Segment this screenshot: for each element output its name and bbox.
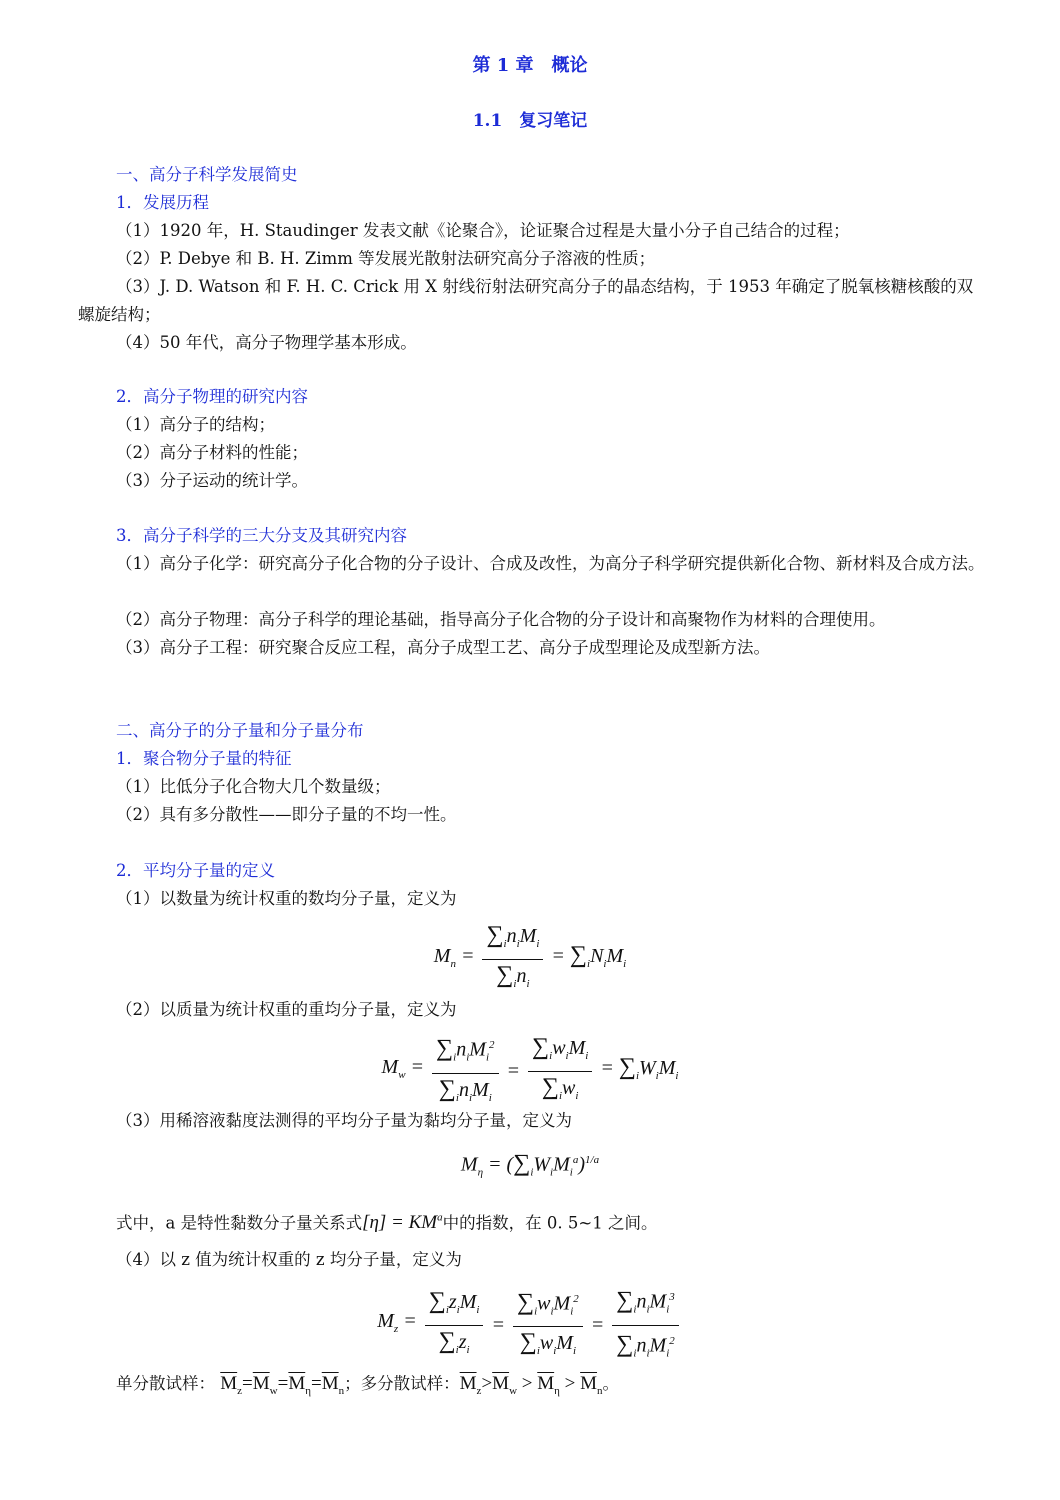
part1-sub2-heading: 2．高分子物理的研究内容 xyxy=(116,387,308,406)
summary-label-poly: ；多分散试样： xyxy=(344,1374,460,1393)
summary-label-mono: 单分散试样： xyxy=(116,1374,215,1393)
note-suffix: 中的指数，在 0. 5~1 之间。 xyxy=(442,1213,658,1233)
note-prefix: 式中，a 是特性黏数分子量关系式 xyxy=(116,1213,363,1233)
list-item: （2）具有多分散性——即分子量的不均一性。 xyxy=(116,805,457,824)
list-item: （4）50 年代，高分子物理学基本形成。 xyxy=(116,333,417,352)
list-item: （2）P. Debye 和 B. H. Zimm 等发展光散射法研究高分子溶液的性质； xyxy=(116,249,656,268)
summary-end: 。 xyxy=(602,1374,620,1393)
poly-dispersion-equation: $\overline{M}_z>\overline{M}_w > \overline{M}_\eta > \overline{M}_n$ xyxy=(459,1373,603,1397)
list-item: （3）分子运动的统计学。 xyxy=(116,471,308,490)
part1-sub3-heading: 3．高分子科学的三大分支及其研究内容 xyxy=(116,526,407,545)
part1-sub1-heading: 1．发展历程 xyxy=(116,193,209,212)
list-item: （1）高分子化学：研究高分子化合物的分子设计、合成及改性，为高分子科学研究提供新化合物、新材料及合成方法。 xyxy=(116,554,985,573)
list-item: （3）J. D. Watson 和 F. H. C. Crick 用 X 射线衍射法研究高分子的晶态结构，于 1953 年确定了脱氧核糖核酸的双螺旋结构； xyxy=(78,277,974,324)
section-title: 1.1 复习笔记 xyxy=(472,111,588,131)
list-item: （1）比低分子化合物大几个数量级； xyxy=(116,777,391,796)
list-item: （1）高分子的结构； xyxy=(116,415,275,434)
list-item: （2）高分子物理：高分子科学的理论基础，指导高分子化合物的分子设计和高聚物作为材料的合理使用。 xyxy=(116,610,886,629)
formula-number-average: $M_n$ = $\frac{\sum_in_iM_i}{\sum_in_i}$ = $\sum_iN_iM_i$ xyxy=(433,922,627,990)
chapter-title: 第 1 章 概论 xyxy=(472,55,588,76)
part1-heading: 一、高分子科学发展简史 xyxy=(116,165,298,184)
list-item: （3）用稀溶液黏度法测得的平均分子量为黏均分子量，定义为 xyxy=(116,1111,572,1130)
part2-heading: 二、高分子的分子量和分子量分布 xyxy=(116,721,364,740)
formula-z-average: $M_z$ = $\frac{\sum_iz_iM_i}{\sum_iz_i}$ = $\frac{\sum_iw_iM_i^2}{\sum_iw_iM_i}$ = $\frac{\sum_in_iM_i^3}{\sum_in_iM_i^2}$ xyxy=(0,1284,1060,1366)
list-item: （2）高分子材料的性能； xyxy=(116,443,308,462)
list-item: （4）以 z 值为统计权重的 z 均分子量，定义为 xyxy=(116,1250,462,1269)
list-item: （1）以数量为统计权重的数均分子量，定义为 xyxy=(116,889,457,908)
viscosity-note xyxy=(116,1204,1026,1237)
part2-sub2-heading: 2．平均分子量的定义 xyxy=(116,861,275,880)
note-equation: $[\eta] = KM^a$ xyxy=(362,1212,443,1234)
list-item: （1）1920 年，H. Staudinger 发表文献《论聚合》，论证聚合过程是大量小分子自己结合的过程； xyxy=(116,221,850,240)
list-item: （3）高分子工程：研究聚合反应工程，高分子成型工艺、高分子成型理论及成型新方法。 xyxy=(116,638,770,657)
formula-viscosity-average: $M_\eta = (\sum_iW_iM_i^a)^{1/a}$ xyxy=(460,1150,600,1179)
list-item: （2）以质量为统计权重的重均分子量，定义为 xyxy=(116,1000,457,1019)
mono-dispersion-equation: $\overline{M}_z=\overline{M}_w=\overline{M}_\eta=\overline{M}_n$ xyxy=(220,1373,345,1397)
summary-line xyxy=(116,1370,1026,1405)
formula-weight-average: $M_w$ = $\frac{\sum_in_iM_i^2}{\sum_in_iM_i}$ = $\frac{\sum_iw_iM_i}{\sum_iw_i}$ = $\sum_iW_iM_i$ xyxy=(381,1033,679,1104)
part2-sub1-heading: 1．聚合物分子量的特征 xyxy=(116,749,292,768)
